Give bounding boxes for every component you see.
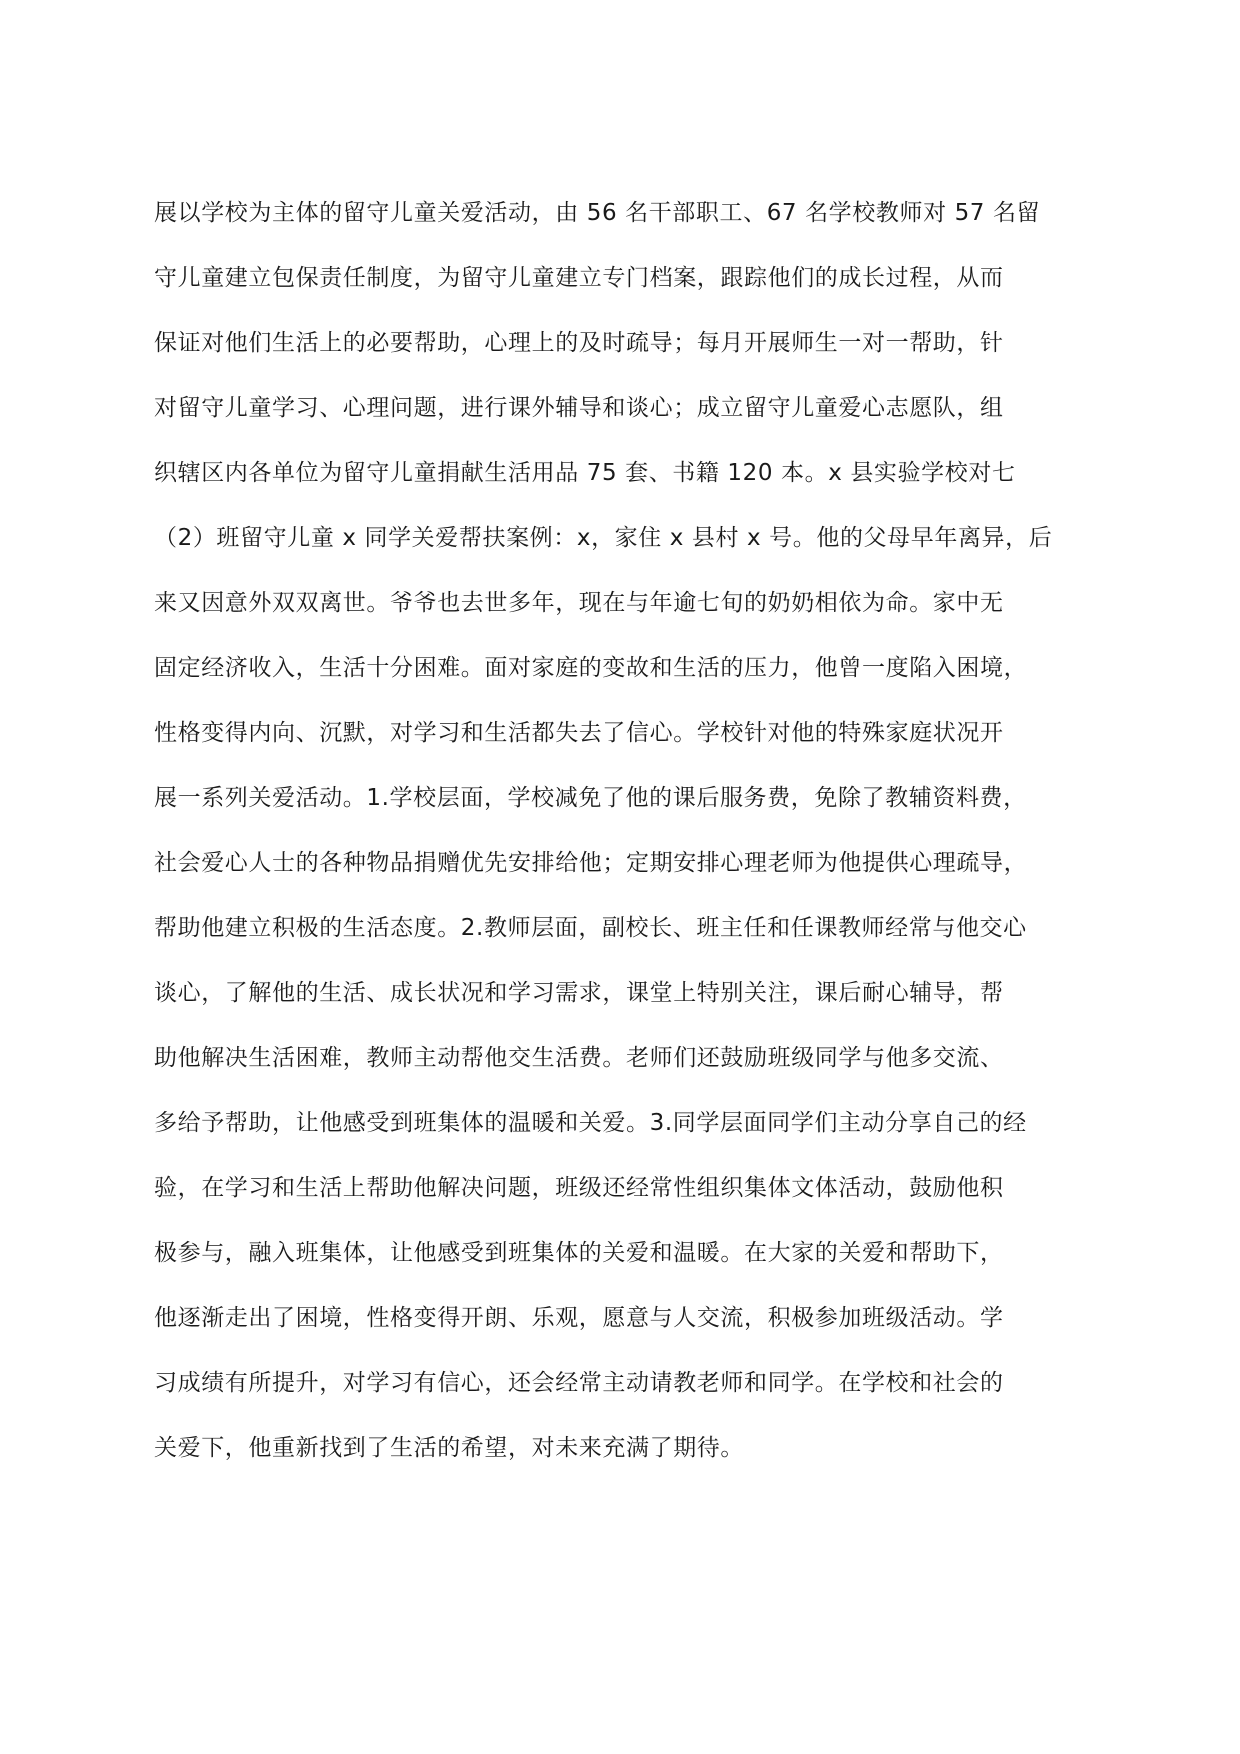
text-line: 性格变得内向、沉默，对学习和生活都失去了信心。学校针对他的特殊家庭状况开 — [154, 720, 1004, 746]
text-line: 对留守儿童学习、心理问题，进行课外辅导和谈心；成立留守儿童爱心志愿队，组 — [154, 395, 1004, 421]
text-line: 多给予帮助，让他感受到班集体的温暖和关爱。3.同学层面同学们主动分享自己的经 — [154, 1110, 1027, 1136]
text-line: 谈心，了解他的生活、成长状况和学习需求，课堂上特别关注，课后耐心辅导，帮 — [154, 980, 1004, 1006]
text-line: 验，在学习和生活上帮助他解决问题，班级还经常性组织集体文体活动，鼓励他积 — [154, 1175, 1004, 1201]
text-line: （2）班留守儿童 x 同学关爱帮扶案例：x，家住 x 县村 x 号。他的父母早年离异，后 — [154, 525, 1053, 551]
text-line: 极参与，融入班集体，让他感受到班集体的关爱和温暖。在大家的关爱和帮助下， — [154, 1240, 1004, 1266]
text-line: 来又因意外双双离世。爷爷也去世多年，现在与年逾七旬的奶奶相依为命。家中无 — [154, 590, 1004, 616]
text-line: 他逐渐走出了困境，性格变得开朗、乐观，愿意与人交流，积极参加班级活动。学 — [154, 1305, 1004, 1331]
text-line: 守儿童建立包保责任制度，为留守儿童建立专门档案，跟踪他们的成长过程，从而 — [154, 265, 1004, 291]
text-line: 织辖区内各单位为留守儿童捐献生活用品 75 套、书籍 120 本。x 县实验学校对七 — [154, 460, 1016, 486]
text-line: 保证对他们生活上的必要帮助，心理上的及时疏导；每月开展师生一对一帮助，针 — [154, 330, 1004, 356]
text-line: 固定经济收入，生活十分困难。面对家庭的变故和生活的压力，他曾一度陷入困境， — [154, 655, 1028, 681]
text-line: 展一系列关爱活动。1.学校层面，学校减免了他的课后服务费，免除了教辅资料费， — [154, 785, 1027, 811]
text-line: 帮助他建立积极的生活态度。2.教师层面，副校长、班主任和任课教师经常与他交心 — [154, 915, 1027, 941]
text-line: 助他解决生活困难，教师主动帮他交生活费。老师们还鼓励班级同学与他多交流、 — [154, 1045, 1004, 1071]
text-line: 展以学校为主体的留守儿童关爱活动，由 56 名干部职工、67 名学校教师对 57 名留 — [154, 200, 1041, 226]
body-text — [154, 190, 1084, 1490]
text-line: 关爱下，他重新找到了生活的希望，对未来充满了期待。 — [154, 1435, 744, 1461]
text-line: 社会爱心人士的各种物品捐赠优先安排给他；定期安排心理老师为他提供心理疏导， — [154, 850, 1028, 876]
text-line: 习成绩有所提升，对学习有信心，还会经常主动请教老师和同学。在学校和社会的 — [154, 1370, 1004, 1396]
